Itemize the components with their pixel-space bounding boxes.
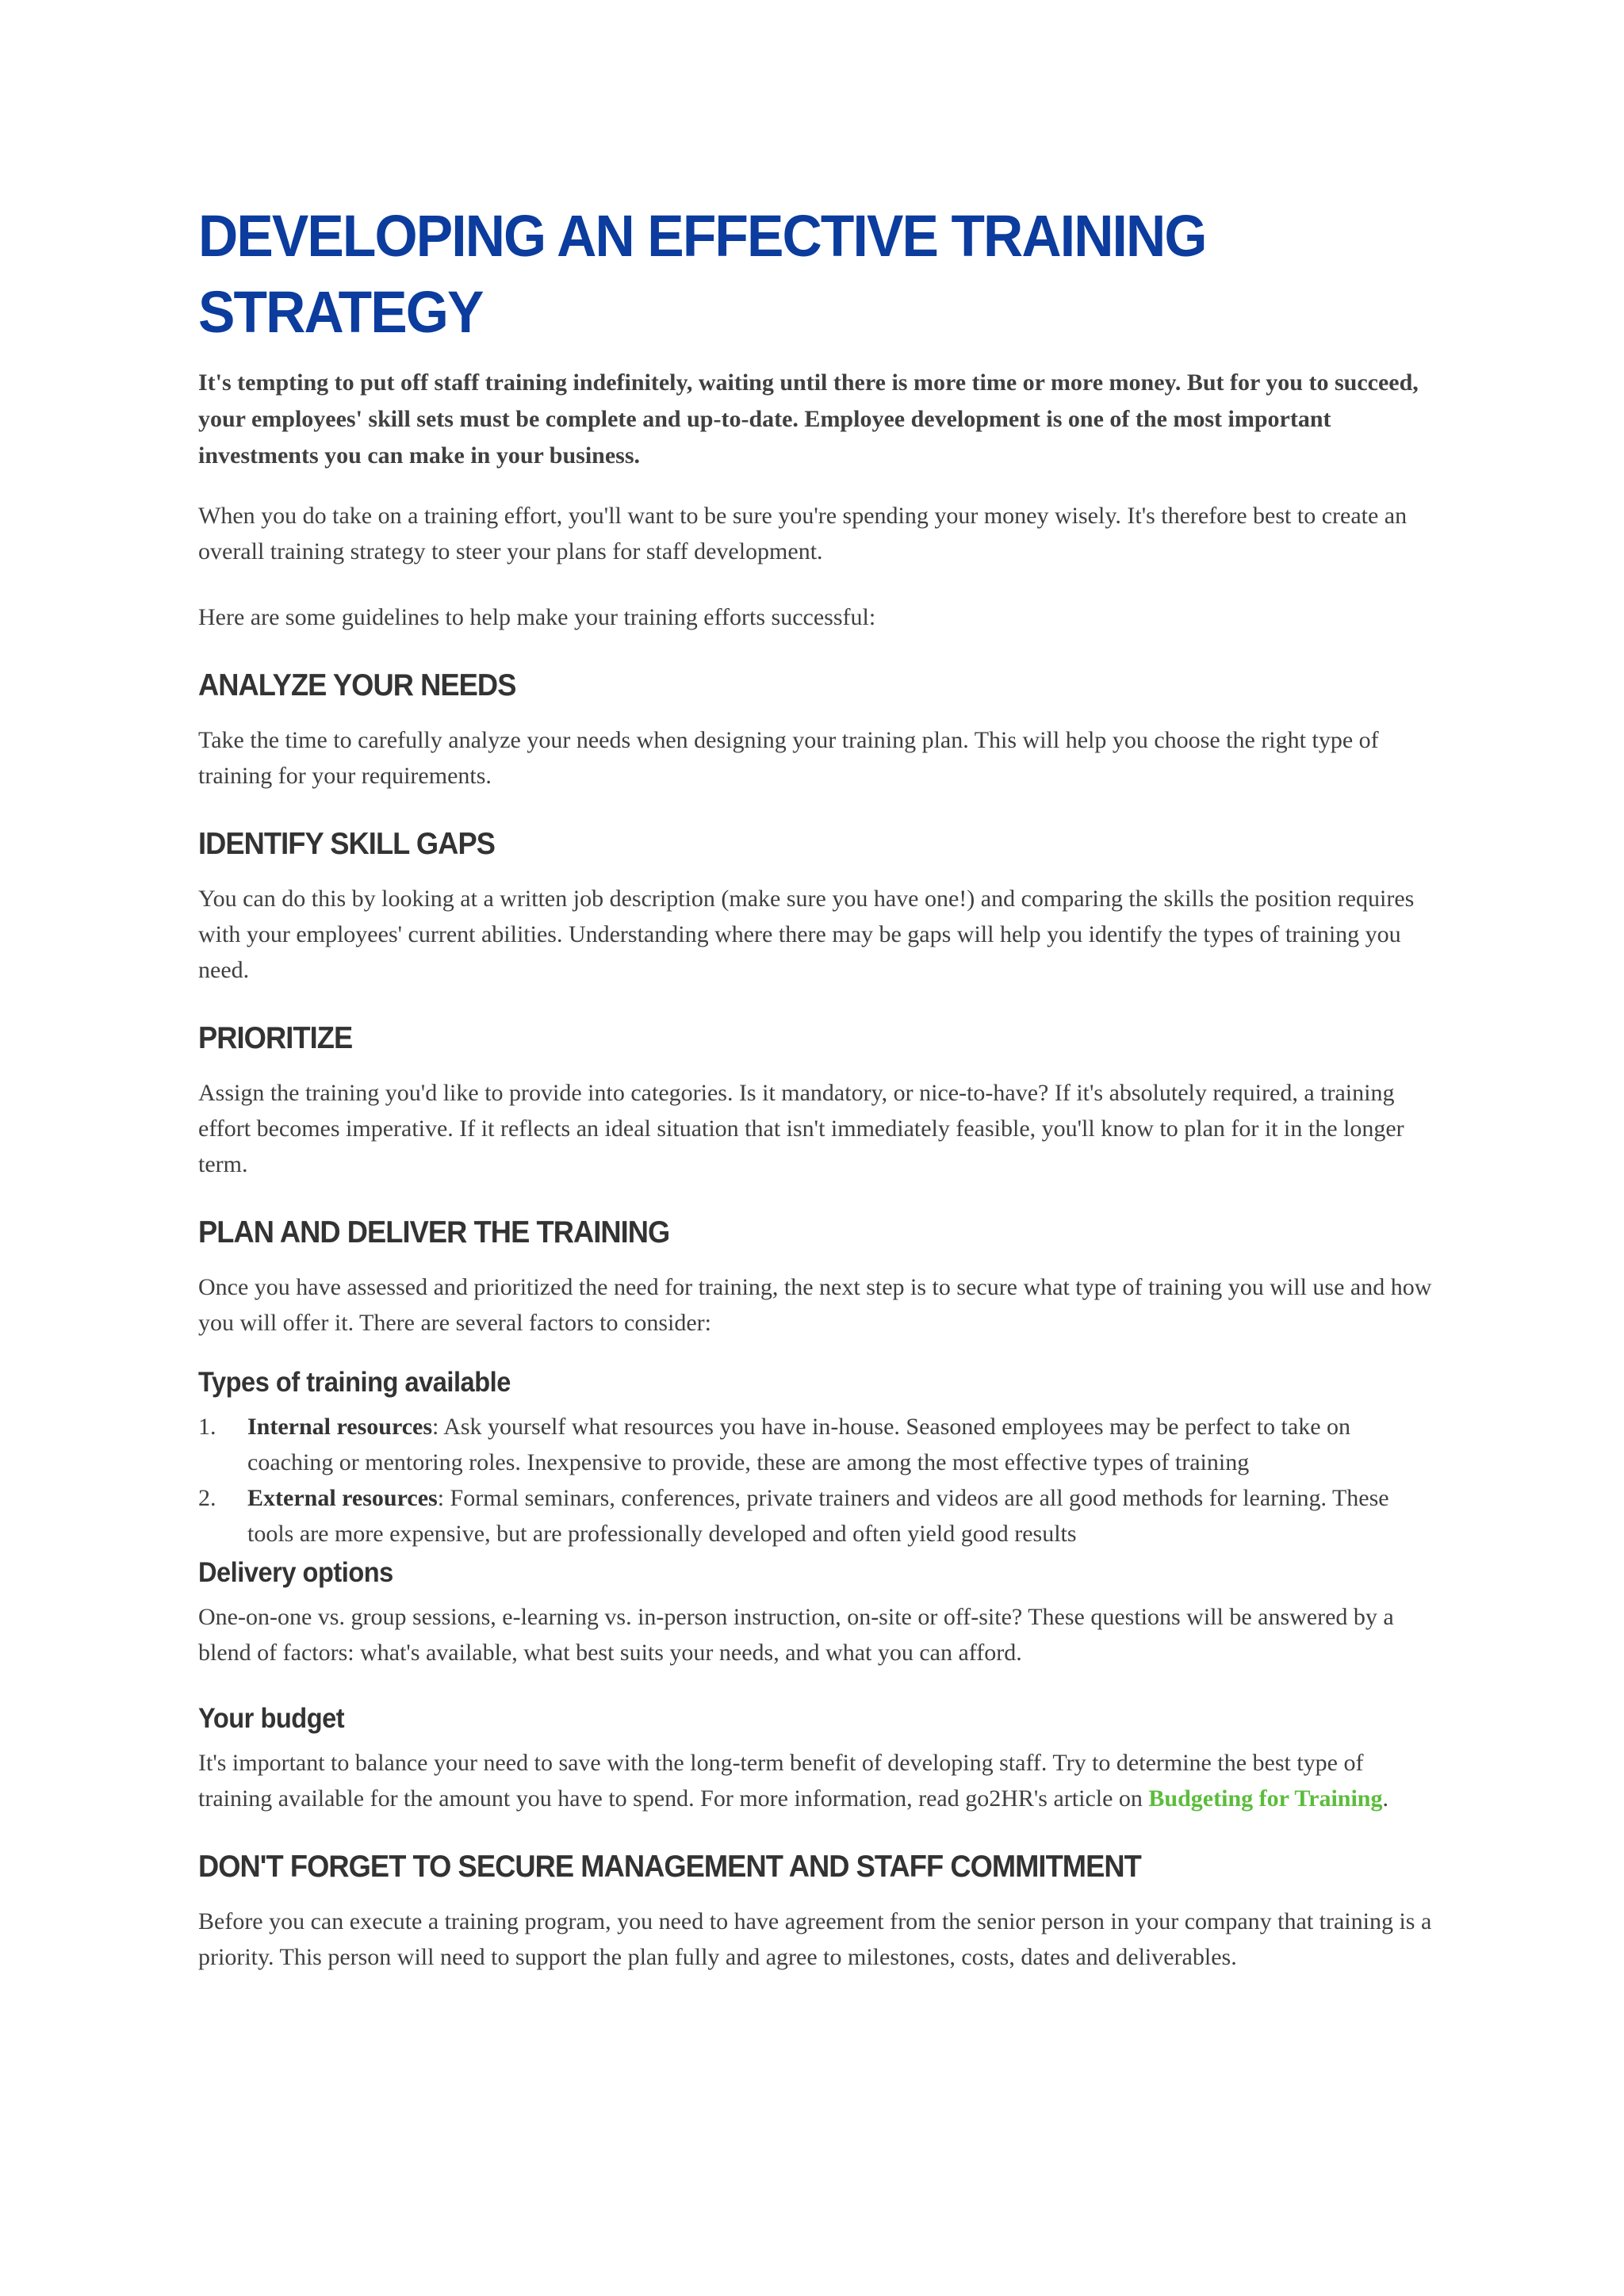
budget-text: It's important to balance your need to save with the long-term benefit of developing staff. Try to determine the best type of training available for the amount you have to spend. For more information, read go2HR's article on [198,1750,1364,1812]
budgeting-for-training-link[interactable]: Budgeting for Training [1148,1785,1383,1812]
heading-secure-commitment: DON'T FORGET TO SECURE MANAGEMENT AND STAFF COMMITMENT [198,1850,1141,1884]
heading-identify-skill-gaps: IDENTIFY SKILL GAPS [198,827,495,861]
paragraph-analyze-needs: Take the time to carefully analyze your needs when designing your training plan. This will help you choose the right type of training for your requirements. [198,727,1379,789]
list-item [198,1480,1435,1552]
heading-your-budget: Your budget [198,1703,345,1734]
paragraph-prioritize: Assign the training you'd like to provide into categories. Is it mandatory, or nice-to-have? If it's absolutely required, a training effort becomes imperative. If it reflects an ideal situation that isn't immediately feasible, you'll know to plan for it in the longer term. [198,1080,1404,1177]
list-item-label: External resources [247,1485,438,1511]
heading-analyze-needs: ANALYZE YOUR NEEDS [198,668,516,702]
paragraph-training-effort: When you do take on a training effort, you'll want to be sure you're spending your money wisely. It's therefore best to create an overall training strategy to steer your plans for staff development. [198,503,1408,564]
paragraph-plan-deliver: Once you have assessed and prioritized the need for training, the next step is to secure what type of training you will use and how you will offer it. There are several factors to consider: [198,1274,1432,1336]
budget-end: . [1382,1785,1388,1812]
heading-delivery-options: Delivery options [198,1557,393,1588]
heading-types-of-training: Types of training available [198,1367,511,1398]
heading-prioritize: PRIORITIZE [198,1021,353,1055]
list-item-text: : Ask yourself what resources you have in-house. Seasoned employees may be perfect to take on coaching or mentoring roles. Inexpensive to provide, these are among the most effective types of training [247,1414,1351,1475]
list-item [198,1409,1435,1480]
paragraph-delivery-options: One-on-one vs. group sessions, e-learning vs. in-person instruction, on-site or off-site? These questions will be answered by a blend of factors: what's available, what best suits your needs, and what you can afford. [198,1604,1394,1666]
document-page [198,198,1435,2005]
paragraph-secure-commitment: Before you can execute a training program, you need to have agreement from the senior person in your company that training is a priority. This person will need to support the plan fully and agree to milestones, costs, dates and deliverables. [198,1908,1432,1970]
list-number: 2. [198,1485,216,1511]
paragraph-identify-skill-gaps: You can do this by looking at a written job description (make sure you have one!) and comparing the skills the position requires with your employees' current abilities. Understanding where there may be gaps will help you identify the types of training you need. [198,886,1415,983]
list-item-label: Internal resources [247,1414,433,1440]
training-types-list [198,1409,1435,1552]
list-number: 1. [198,1414,216,1440]
page-title: DEVELOPING AN EFFECTIVE TRAINING STRATEGY [198,203,1206,345]
intro-paragraph: It's tempting to put off staff training indefinitely, waiting until there is more time or more money. But for you to succeed, your employees' skill sets must be complete and up-to-date. Employee development is one of the most important investments you can make in your business. [198,369,1419,469]
paragraph-guidelines: Here are some guidelines to help make your training efforts successful: [198,604,876,630]
paragraph-your-budget [198,1745,1435,1816]
heading-plan-deliver: PLAN AND DELIVER THE TRAINING [198,1215,670,1249]
list-item-text: : Formal seminars, conferences, private trainers and videos are all good methods for learning. These tools are more expensive, but are professionally developed and often yield good results [247,1485,1389,1547]
